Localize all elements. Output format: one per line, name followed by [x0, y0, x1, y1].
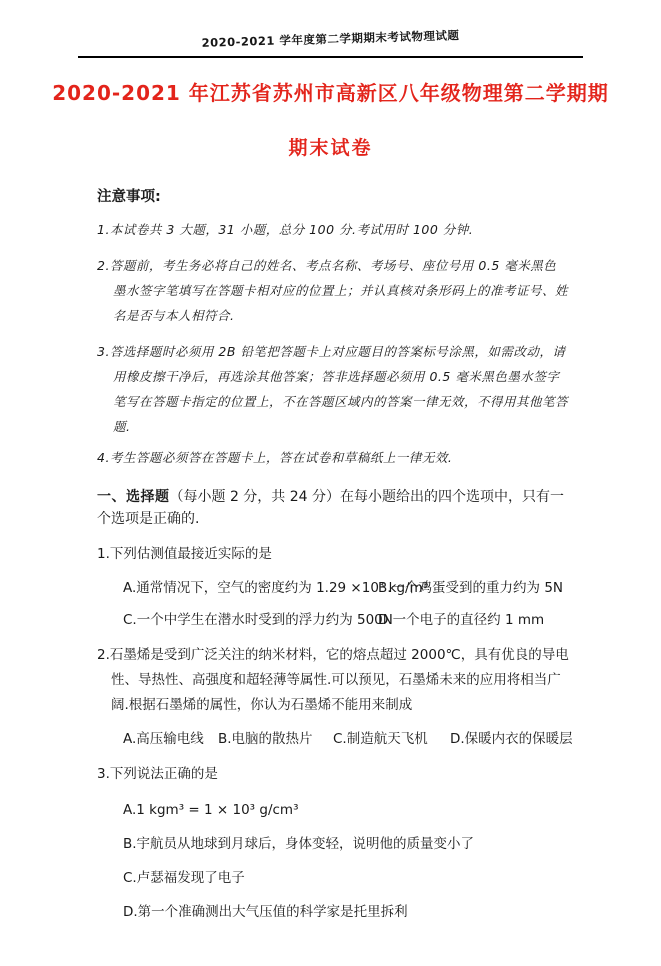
question-1-options-row-1: [97, 578, 569, 599]
section-meta: （每小题 2 分，共 24 分）在每小题给出的四个选项中，只有一个选项是正确的.: [97, 489, 565, 527]
notice-heading: 注意事项:: [97, 189, 161, 205]
document-title-line2: 期末试卷: [288, 137, 373, 159]
question-1-options-row-2: [97, 610, 569, 631]
notice-item-1: 1.本试卷共 3 大题，31 小题，总分 100 分.考试用时 100 分钟.: [97, 222, 474, 237]
question-3-option-d: D.第一个准确测出大气压值的科学家是托里拆利: [123, 904, 408, 920]
question-1-option-c: C.一个中学生在潜水时受到的浮力约为 500N: [123, 612, 393, 628]
question-2-option-c: C.制造航天飞机: [333, 731, 428, 747]
notice-item-2: 2.答题前，考生务必将自己的姓名、考点名称、考场号、座位号用 0.5 毫米黑色墨水签字笔填写在答题卡相对应的位置上；并认真核对条形码上的准考证号、姓名是否与本人相符合.: [97, 258, 569, 323]
question-3-option-b: B.宇航员从地球到月球后，身体变轻，说明他的质量变小了: [123, 836, 475, 852]
question-2-options-row: [97, 729, 573, 750]
section-label: 一、选择题: [97, 489, 170, 505]
question-3-option-c: C.卢瑟福发现了电子: [123, 870, 245, 886]
notice-item-4: 4.考生答题必须答在答题卡上，答在试卷和草稿纸上一律无效.: [97, 450, 453, 465]
section-heading-choice: [97, 486, 569, 530]
header-rule: [78, 56, 583, 58]
document-title-line1: 2020-2021 年江苏省苏州市高新区八年级物理第二学期期: [52, 81, 609, 105]
document-body: [97, 185, 573, 923]
question-3-stem: 3.下列说法正确的是: [97, 766, 218, 782]
question-2-option-b: B.电脑的散热片: [218, 731, 313, 747]
notice-item-3: 3.答选择题时必须用 2B 铅笔把答题卡上对应题目的答案标号涂黑，如需改动，请用橡皮擦干净后，再选涂其他答案；答非选择题必须用 0.5 毫米黑色墨水签字笔写在答题卡指定的位置上，不在答题区域内的答案一律无效，不得用其他笔答题.: [97, 344, 569, 434]
question-1-option-b: B.一个鸡蛋受到的重力约为 5N: [378, 580, 564, 596]
exam-document-page: [0, 28, 661, 966]
question-3-option-a: A.1 kgm³ = 1 × 10³ g/cm³: [123, 802, 299, 818]
question-2-stem: 2.石墨烯是受到广泛关注的纳米材料，它的熔点超过 2000℃，具有优良的导电性、导热性、高强度和超轻薄等属性.可以预见，石墨烯未来的应用将相当广阔.根据石墨烯的属性，你认为石墨烯不能用来制成: [97, 647, 569, 713]
question-1-stem: 1.下列估测值最接近实际的是: [97, 546, 272, 562]
question-2-option-d: D.保暖内衣的保暖层: [450, 731, 573, 747]
question-2-option-a: A.高压输电线: [123, 731, 204, 747]
document-title: [0, 77, 661, 160]
header-watermark: 2020-2021 学年度第二学期期末考试物理试题: [201, 28, 460, 50]
question-1-option-d: D.一个电子的直径约 1 mm: [378, 612, 545, 628]
question-1-option-a: A.通常情况下，空气的密度约为 1.29 ×10³ kg/m³: [123, 580, 429, 596]
